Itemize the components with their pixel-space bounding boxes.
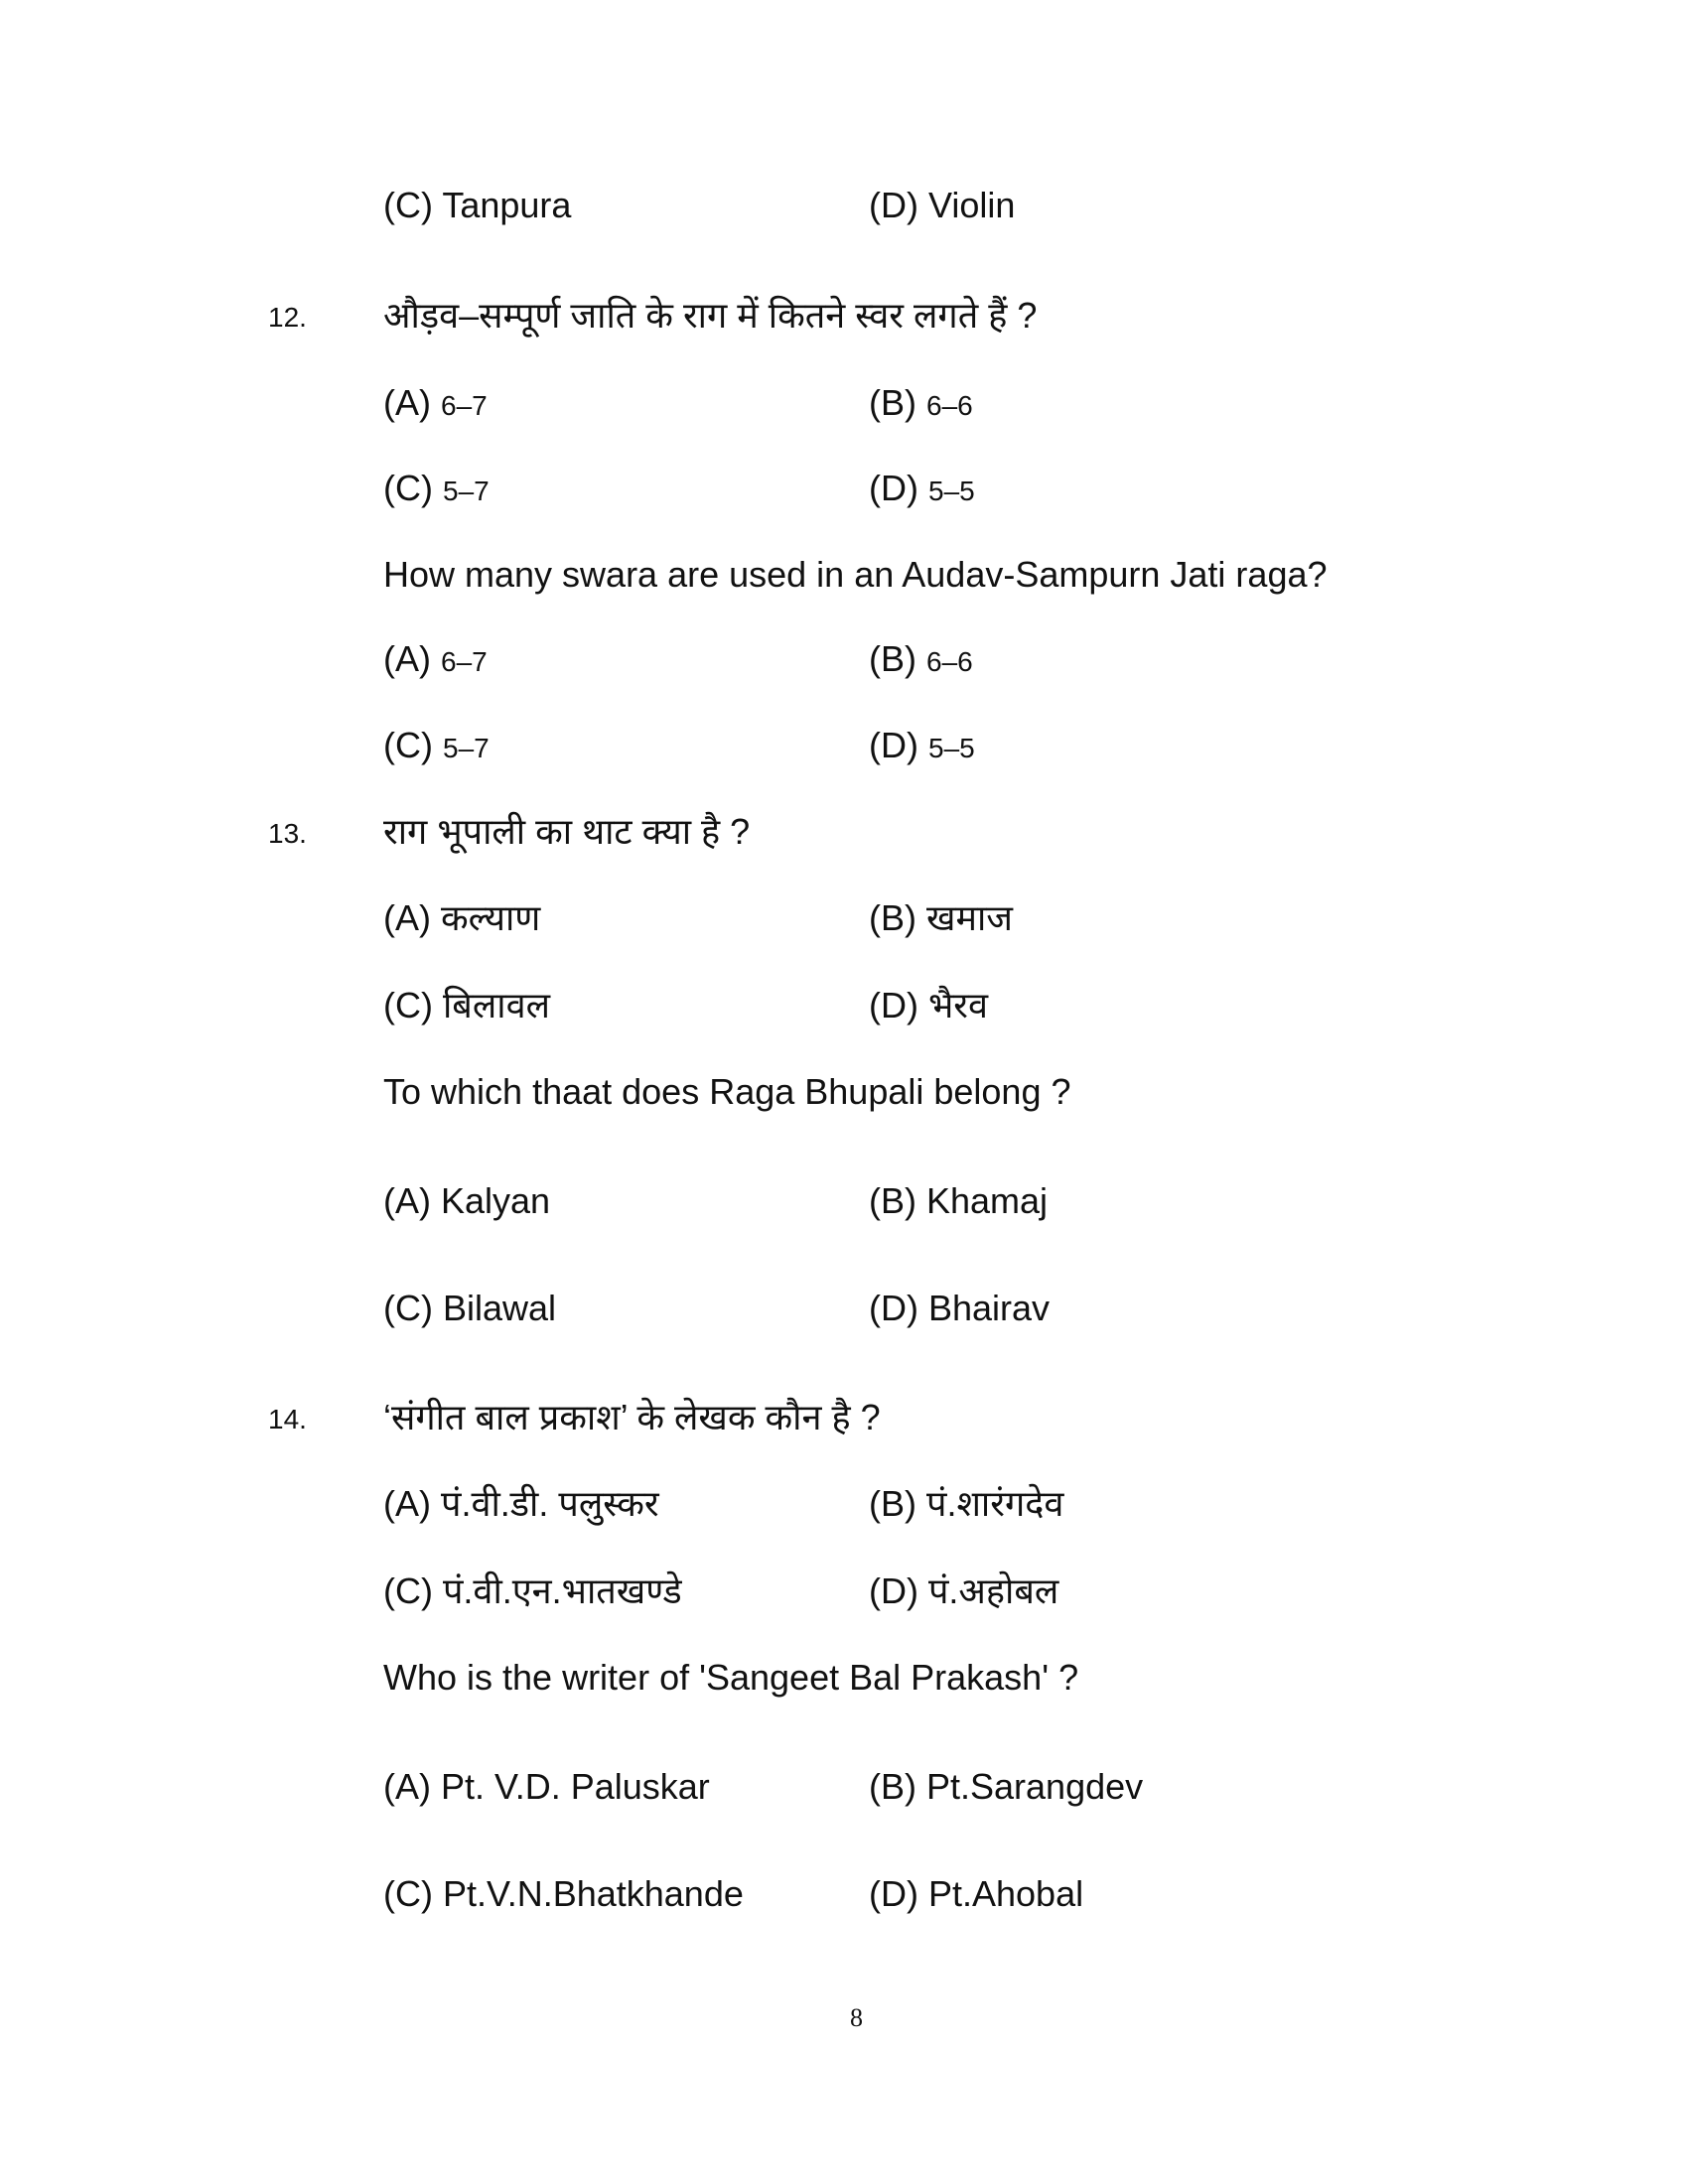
option-c-hindi [383, 467, 490, 513]
option-label: (D) [869, 725, 918, 765]
option-d-english [869, 724, 975, 770]
option-d-hindi: (D) भैरव [869, 985, 989, 1025]
option-value: 6–6 [926, 390, 973, 421]
option-a-hindi: (A) कल्याण [383, 897, 541, 938]
option-c: (C) Tanpura [383, 185, 572, 225]
question-text-hindi: राग भूपाली का थाट क्या है ? [383, 811, 751, 852]
option-c-english: (C) Pt.V.N.Bhatkhande [383, 1873, 744, 1914]
option-d-english: (D) Bhairav [869, 1288, 1051, 1328]
question-text-english: Who is the writer of 'Sangeet Bal Prakash' ? [383, 1657, 1079, 1698]
option-b-english [869, 637, 973, 684]
option-value: 5–5 [928, 733, 975, 763]
option-d-hindi [869, 467, 975, 513]
option-value: 6–6 [926, 646, 973, 677]
option-label: (A) [383, 638, 431, 679]
option-label: (C) [383, 725, 433, 765]
option-label: (A) [383, 382, 431, 423]
option-label: (D) [869, 468, 918, 508]
option-value: 5–7 [443, 476, 490, 506]
option-value: 5–7 [443, 733, 490, 763]
option-label: (B) [869, 638, 916, 679]
option-value: 6–7 [441, 646, 488, 677]
option-d-hindi: (D) पं.अहोबल [869, 1570, 1059, 1611]
question-number: 14. [268, 1404, 307, 1434]
option-b-english: (B) Pt.Sarangdev [869, 1766, 1144, 1807]
question-text-hindi: ‘संगीत बाल प्रकाश’ के लेखक कौन है ? [383, 1397, 881, 1437]
option-b-hindi: (B) पं.शारंगदेव [869, 1483, 1064, 1524]
option-c-hindi: (C) बिलावल [383, 985, 551, 1025]
question-text-english: To which thaat does Raga Bhupali belong ? [383, 1071, 1071, 1112]
option-a-english: (A) Kalyan [383, 1180, 551, 1221]
question-number: 13. [268, 818, 307, 849]
option-c-english [383, 724, 490, 770]
question-number: 12. [268, 302, 307, 333]
option-value: 6–7 [441, 390, 488, 421]
option-label: (B) [869, 382, 916, 423]
option-c-english: (C) Bilawal [383, 1288, 557, 1328]
option-value: 5–5 [928, 476, 975, 506]
option-b-hindi [869, 381, 973, 428]
page-number: 8 [850, 2003, 863, 2032]
option-a-english [383, 637, 488, 684]
option-b-english: (B) Khamaj [869, 1180, 1049, 1221]
question-text-english: How many swara are used in an Audav-Sampurn Jati raga? [383, 554, 1328, 595]
option-d: (D) Violin [869, 185, 1016, 225]
option-a-hindi [383, 381, 488, 428]
option-label: (C) [383, 468, 433, 508]
option-a-english: (A) Pt. V.D. Paluskar [383, 1766, 710, 1807]
option-a-hindi: (A) पं.वी.डी. पलुस्कर [383, 1483, 659, 1524]
question-text-hindi: औड़व–सम्पूर्ण जाति के राग में कितने स्वर लगते हैं ? [383, 295, 1038, 336]
option-b-hindi: (B) खमाज [869, 897, 1014, 938]
option-c-hindi: (C) पं.वी.एन.भातखण्डे [383, 1570, 682, 1611]
option-d-english: (D) Pt.Ahobal [869, 1873, 1084, 1914]
